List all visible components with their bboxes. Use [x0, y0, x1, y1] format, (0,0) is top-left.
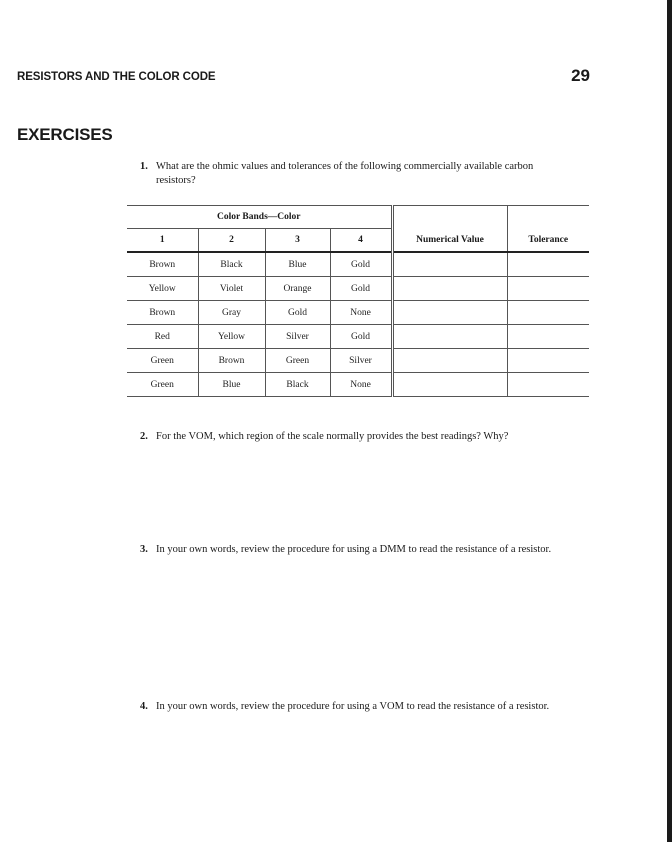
- band-4-cell: Gold: [330, 277, 392, 301]
- question-2: [140, 430, 595, 444]
- table-row: [127, 252, 589, 277]
- band-4-cell: None: [330, 301, 392, 325]
- tolerance-cell[interactable]: [507, 349, 589, 373]
- numerical-value-cell[interactable]: [392, 301, 507, 325]
- running-header-title: RESISTORS AND THE COLOR CODE: [17, 71, 216, 83]
- table-group-header-row: [127, 206, 589, 229]
- section-title: EXERCISES: [17, 125, 113, 144]
- resistor-color-table: [127, 205, 589, 397]
- band-3-cell: Black: [265, 373, 330, 397]
- tolerance-cell[interactable]: [507, 373, 589, 397]
- band-1-cell: Green: [127, 373, 198, 397]
- band-2-cell: Blue: [198, 373, 265, 397]
- table-row: [127, 373, 589, 397]
- band-3-cell: Blue: [265, 252, 330, 277]
- column-header-band-4: 4: [330, 229, 392, 253]
- band-2-cell: Yellow: [198, 325, 265, 349]
- question-text: What are the ohmic values and tolerances of the following commercially available carbon: [156, 161, 534, 172]
- numerical-value-cell[interactable]: [392, 349, 507, 373]
- question-1: [140, 160, 595, 188]
- tolerance-cell[interactable]: [507, 325, 589, 349]
- question-text: In your own words, review the procedure for using a VOM to read the resistance of a resistor.: [156, 701, 550, 712]
- table-row: [127, 301, 589, 325]
- band-1-cell: Brown: [127, 252, 198, 277]
- question-text-continued: resistors?: [156, 175, 196, 186]
- question-number: 2.: [140, 431, 148, 442]
- band-2-cell: Brown: [198, 349, 265, 373]
- numerical-value-cell[interactable]: [392, 252, 507, 277]
- band-3-cell: Gold: [265, 301, 330, 325]
- blank-header-cell: [507, 206, 589, 229]
- question-text: In your own words, review the procedure for using a DMM to read the resistance of a resistor.: [156, 544, 552, 555]
- band-4-cell: Gold: [330, 252, 392, 277]
- band-1-cell: Yellow: [127, 277, 198, 301]
- numerical-value-cell[interactable]: [392, 277, 507, 301]
- band-3-cell: Green: [265, 349, 330, 373]
- numerical-value-cell[interactable]: [392, 325, 507, 349]
- column-header-band-1: 1: [127, 229, 198, 253]
- table-row: [127, 325, 589, 349]
- tolerance-cell[interactable]: [507, 277, 589, 301]
- question-number: 1.: [140, 161, 148, 172]
- page-edge-shadow: [667, 0, 672, 842]
- band-1-cell: Green: [127, 349, 198, 373]
- table-column-header-row: [127, 229, 589, 253]
- band-4-cell: Gold: [330, 325, 392, 349]
- page-number: 29: [571, 66, 590, 85]
- numerical-value-cell[interactable]: [392, 373, 507, 397]
- band-3-cell: Silver: [265, 325, 330, 349]
- tolerance-cell[interactable]: [507, 252, 589, 277]
- table-row: [127, 349, 589, 373]
- band-2-cell: Black: [198, 252, 265, 277]
- question-4: [140, 700, 595, 714]
- question-number: 3.: [140, 544, 148, 555]
- question-number: 4.: [140, 701, 148, 712]
- blank-header-cell: [392, 206, 507, 229]
- tolerance-cell[interactable]: [507, 301, 589, 325]
- column-header-tolerance: Tolerance: [507, 229, 589, 253]
- band-4-cell: None: [330, 373, 392, 397]
- band-1-cell: Red: [127, 325, 198, 349]
- band-3-cell: Orange: [265, 277, 330, 301]
- band-1-cell: Brown: [127, 301, 198, 325]
- band-4-cell: Silver: [330, 349, 392, 373]
- table-row: [127, 277, 589, 301]
- question-3: [140, 543, 595, 557]
- column-header-band-2: 2: [198, 229, 265, 253]
- band-2-cell: Gray: [198, 301, 265, 325]
- column-header-band-3: 3: [265, 229, 330, 253]
- question-text: For the VOM, which region of the scale normally provides the best readings? Why?: [156, 431, 509, 442]
- column-header-numerical-value: Numerical Value: [392, 229, 507, 253]
- color-bands-group-header: Color Bands—Color: [127, 206, 392, 229]
- band-2-cell: Violet: [198, 277, 265, 301]
